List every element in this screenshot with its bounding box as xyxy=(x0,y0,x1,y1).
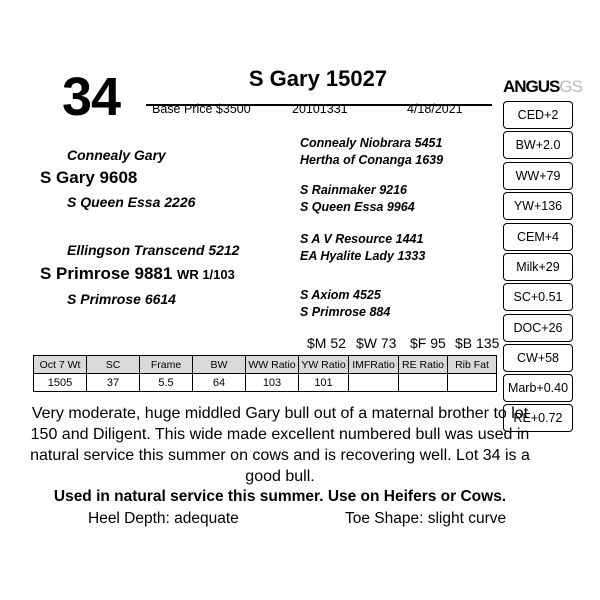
heel-depth: Heel Depth: adequate xyxy=(88,510,239,527)
dam-dam: S Primrose 6614 xyxy=(67,291,176,307)
pedigree-r1: Connealy Niobrara 5451 xyxy=(300,136,443,150)
index-w: $W 73 xyxy=(356,335,397,351)
perf-value-cell xyxy=(448,374,497,392)
perf-header-cell: Frame xyxy=(140,356,193,374)
perf-value-cell: 37 xyxy=(87,374,140,392)
pedigree-r3: S Rainmaker 9216 xyxy=(300,183,408,197)
perf-header-cell: YW Ratio xyxy=(299,356,349,374)
performance-header-row xyxy=(34,356,497,374)
dam-line xyxy=(40,264,235,284)
emphasis-note: Used in natural service this summer. Use on Heifers or Cows. xyxy=(53,488,507,505)
dam: S Primrose 9881 xyxy=(40,264,173,283)
perf-header-cell: WW Ratio xyxy=(246,356,299,374)
perf-header-cell: BW xyxy=(193,356,246,374)
perf-value-cell xyxy=(399,374,448,392)
perf-value-cell: 64 xyxy=(193,374,246,392)
sire-dam: S Queen Essa 2226 xyxy=(67,194,196,210)
index-f: $F 95 xyxy=(410,335,446,351)
perf-header-cell: RE Ratio xyxy=(399,356,448,374)
sire-sire: Connealy Gary xyxy=(67,147,166,163)
angus-logo-text: ANGUS xyxy=(503,77,560,96)
dam-wr: WR 1/103 xyxy=(177,267,235,282)
description: Very moderate, huge middled Gary bull out of a maternal brother to lot 150 and Diligent. This wide made excellent numbered bull was used in natural service this summer on cows and is recovering well. Lot 34 is a good bull. xyxy=(30,405,530,485)
dam-sire: Ellingson Transcend 5212 xyxy=(67,242,240,258)
pedigree-r8: S Primrose 884 xyxy=(300,305,391,319)
perf-value-cell: 1505 xyxy=(34,374,87,392)
registration-number: 20101331 xyxy=(292,102,348,116)
pedigree-r4: S Queen Essa 9964 xyxy=(300,200,415,214)
epd-milk: Milk+29 xyxy=(503,253,573,281)
birth-date: 4/18/2021 xyxy=(407,102,463,116)
perf-header-cell: IMFRatio xyxy=(349,356,399,374)
epd-marb: Marb+0.40 xyxy=(503,374,573,402)
performance-table xyxy=(33,355,497,392)
perf-value-cell: 101 xyxy=(299,374,349,392)
toe-shape: Toe Shape: slight curve xyxy=(345,510,507,527)
index-m: $M 52 xyxy=(307,335,346,351)
animal-name: S Gary 15027 xyxy=(248,66,388,91)
epd-sc: SC+0.51 xyxy=(503,283,573,311)
perf-header-cell: Oct 7 Wt xyxy=(34,356,87,374)
base-price: Base Price $3500 xyxy=(152,102,251,116)
angus-logo-suffix: GS xyxy=(559,77,582,96)
pedigree-r6: EA Hyalite Lady 1333 xyxy=(300,249,426,263)
perf-value-cell: 5.5 xyxy=(140,374,193,392)
perf-header-cell: Rib Fat xyxy=(448,356,497,374)
sire: S Gary 9608 xyxy=(40,168,138,187)
pedigree-right-2 xyxy=(300,182,415,216)
epd-doc: DOC+26 xyxy=(503,314,573,342)
index-b: $B 135 xyxy=(455,335,500,351)
pedigree-right-4 xyxy=(300,287,390,321)
pedigree-r5: S A V Resource 1441 xyxy=(300,232,424,246)
epd-ced: CED+2 xyxy=(503,101,573,129)
perf-value-cell xyxy=(349,374,399,392)
lot-number: 34 xyxy=(62,67,121,127)
pedigree-r2: Hertha of Conanga 1639 xyxy=(300,153,444,167)
perf-header-cell: SC xyxy=(87,356,140,374)
performance-value-row xyxy=(34,374,497,392)
epd-cem: CEM+4 xyxy=(503,223,573,251)
epd-yw: YW+136 xyxy=(503,192,573,220)
pedigree-r7: S Axiom 4525 xyxy=(300,288,381,302)
epd-ww: WW+79 xyxy=(503,162,573,190)
perf-value-cell: 103 xyxy=(246,374,299,392)
epd-re: RE+0.72 xyxy=(503,404,573,432)
angus-logo xyxy=(503,77,582,97)
epd-cw: CW+58 xyxy=(503,344,573,372)
epd-bw: BW+2.0 xyxy=(503,131,573,159)
pedigree-right-3 xyxy=(300,231,425,265)
pedigree-right-1 xyxy=(300,135,443,169)
